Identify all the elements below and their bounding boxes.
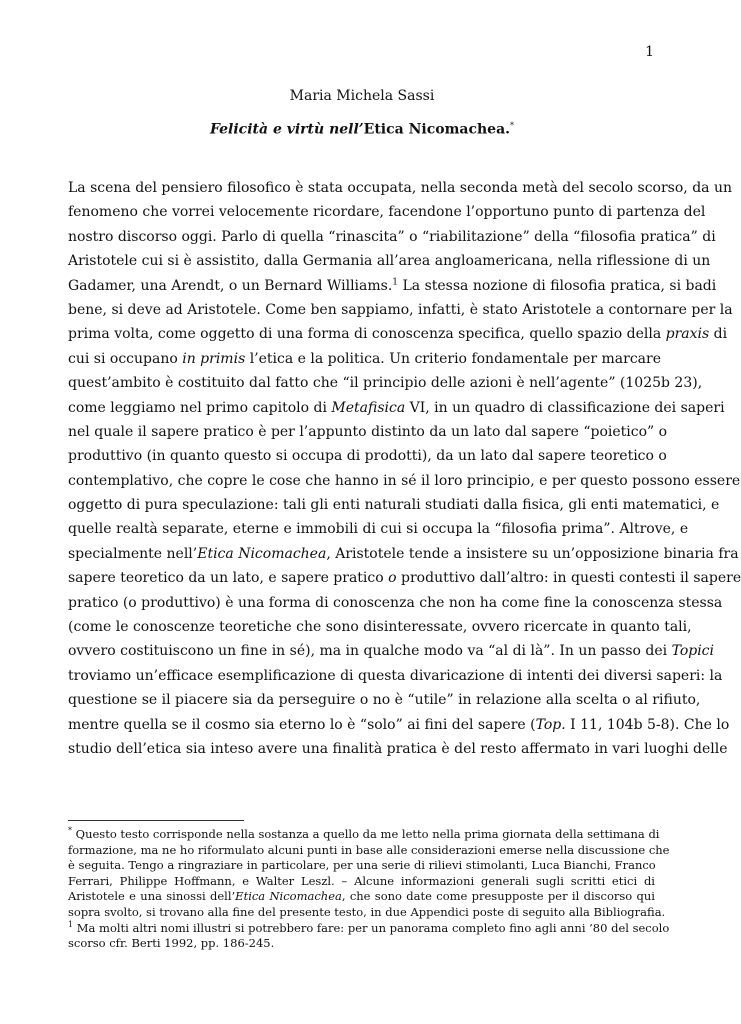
- footnote-line: [68, 919, 670, 937]
- body-fragment: come leggiamo nel primo capitolo di: [68, 399, 327, 416]
- italic-term: Metafisica: [331, 399, 406, 416]
- footnote-divider: [68, 820, 244, 821]
- title-italic: Felicità e virtù nell’: [209, 121, 364, 138]
- body-line: [68, 347, 662, 371]
- body-line: questione se il piacere sia da perseguire o no è “utile” in relazione alla scelta o al rifiuto,: [68, 692, 701, 709]
- body-line: Aristotele cui si è assistito, dalla Germania all’area angloamericana, nella riflessione di un: [68, 253, 711, 270]
- title-work: Etica Nicomachea.: [363, 121, 511, 138]
- body-line: [68, 639, 714, 663]
- italic-term: o: [388, 570, 397, 587]
- body-fragment: ovvero costituiscono un fine in sé), ma in qualche modo va “al di là”. In un passo dei: [68, 643, 668, 660]
- body-line: (come le conoscenze teoretiche che sono disinteressate, ovvero ricercate in quanto tali,: [68, 619, 692, 636]
- body-line: studio dell’etica sia inteso avere una finalità pratica è del resto affermato in vari luoghi delle: [68, 740, 728, 757]
- footnote-fragment: Aristotele e una sinossi dell’: [68, 889, 236, 904]
- footnote-1-marker: 1: [68, 919, 74, 929]
- footnote-line: sopra svolto, si trovano alla fine del presente testo, in due Appendici poste di seguito alla Bibliografia.: [68, 904, 666, 919]
- body-line: bene, si deve ad Aristotele. Come ben sappiamo, infatti, è stato Aristotele a contornare per la: [68, 301, 733, 318]
- body-fragment: I 11, 104b 5-8). Che lo: [565, 716, 730, 733]
- footnote-line: [68, 826, 660, 843]
- italic-term: Topici: [671, 643, 714, 660]
- document-title: [0, 121, 724, 138]
- body-fragment: sapere teoretico da un lato, e sapere pratico: [68, 570, 384, 587]
- italic-term: in primis: [182, 350, 246, 367]
- italic-term: Top.: [535, 716, 566, 733]
- body-line: nel quale il sapere pratico è per l’appunto distinto da un lato dal sapere “poietico” o: [68, 423, 668, 440]
- footnote-ref-1[interactable]: 1: [392, 276, 399, 287]
- italic-term: Etica Nicomachea: [197, 545, 327, 562]
- body-fragment: l’etica e la politica. Un criterio fondamentale per marcare: [245, 350, 662, 367]
- footnote-line: formazione, ma ne ho riformulato alcuni punti in base alle considerazioni emerse nella discussione che: [68, 842, 670, 857]
- footnote-line: [68, 889, 655, 905]
- body-fragment: , Aristotele tende a insistere su un’opposizione binaria fra: [326, 545, 739, 562]
- body-line: La scena del pensiero filosofico è stata occupata, nella seconda metà del secolo scorso, da un: [68, 180, 732, 196]
- body-line: pratico (o produttivo) è una forma di conoscenza che non ha come fine la conoscenza stessa: [68, 594, 723, 611]
- author-name: Maria Michela Sassi: [289, 88, 435, 104]
- body-line: quest’ambito è costituito dal fatto che “il principio delle azioni è nell’agente” (1025b 23),: [68, 375, 703, 392]
- body-fragment: specialmente nell’: [68, 545, 198, 562]
- footnote-line: è seguita. Tengo a ringraziare in particolare, per una serie di rilievi stimolanti, Luca Bianchi, Franco: [68, 858, 656, 873]
- body-line: nostro discorso oggi. Parlo di quella “rinascita” o “riabilitazione” della “filosofia pratica” di: [68, 228, 716, 245]
- footnote-line: Ferrari, Philippe Hoffmann, e Walter Leszl. – Alcune informazioni generali sugli scritti etici di: [68, 873, 655, 888]
- body-line: fenomeno che vorrei velocemente ricordare, facendone l’opportuno punto di partenza del: [68, 204, 706, 221]
- body-fragment: Gadamer, una Arendt, o un Bernard Williams.: [68, 277, 393, 294]
- body-line: oggetto di pura speculazione: tali gli enti naturali studiati dalla fisica, gli enti matematici, e: [68, 497, 720, 514]
- body-line: [68, 322, 728, 346]
- title-footnote-marker: *: [510, 121, 515, 130]
- body-line: [68, 396, 725, 420]
- body-line: produttivo (in quanto questo si occupa di prodotti), da un lato dal sapere teoretico o: [68, 448, 667, 465]
- body-fragment: di: [709, 326, 728, 343]
- body-fragment: cui si occupano: [68, 350, 178, 367]
- body-line: [68, 713, 730, 737]
- body-line: troviamo un’efficace esemplificazione di questa divaricazione di intenti dei diversi saperi: la: [68, 667, 723, 684]
- footnote-fragment: , che sono date come presupposte per il discorso qui: [341, 889, 655, 904]
- footnote-fragment: Ma molti altri nomi illustri si potrebbero fare: per un panorama completo fino agli anni ’80 del secolo: [73, 920, 670, 935]
- footnotes: [68, 826, 670, 952]
- page-number: 1: [645, 44, 654, 60]
- body-text: [68, 176, 741, 761]
- footnote-line: scorso cfr. Berti 1992, pp. 186-245.: [68, 936, 275, 951]
- footnote-star-marker: *: [68, 826, 72, 836]
- body-line: contemplativo, che copre le cose che hanno in sé il loro principio, e per questo possono essere: [68, 472, 741, 489]
- body-fragment: prima volta, come oggetto di una forma di conoscenza specifica, quello spazio della: [68, 326, 662, 343]
- italic-term: praxis: [665, 326, 710, 343]
- body-line: [68, 274, 717, 298]
- italic-term: Etica Nicomachea: [235, 889, 342, 904]
- body-line: [68, 542, 739, 566]
- body-fragment: VI, in un quadro di classificazione dei saperi: [405, 399, 725, 416]
- body-line: [68, 566, 741, 590]
- body-fragment: produttivo dall’altro: in questi contesti il sapere: [396, 570, 741, 587]
- footnote-fragment: Questo testo corrisponde nella sostanza a quello da me letto nella prima giornata della settimana di: [72, 827, 660, 841]
- body-fragment: La stessa nozione di filosofia pratica, si badi: [398, 277, 717, 294]
- body-fragment: mentre quella se il cosmo sia eterno lo è “solo” ai fini del sapere (: [68, 716, 536, 733]
- body-line: quelle realtà separate, eterne e immobili di cui si occupa la “filosofia prima”. Altrove, e: [68, 521, 689, 538]
